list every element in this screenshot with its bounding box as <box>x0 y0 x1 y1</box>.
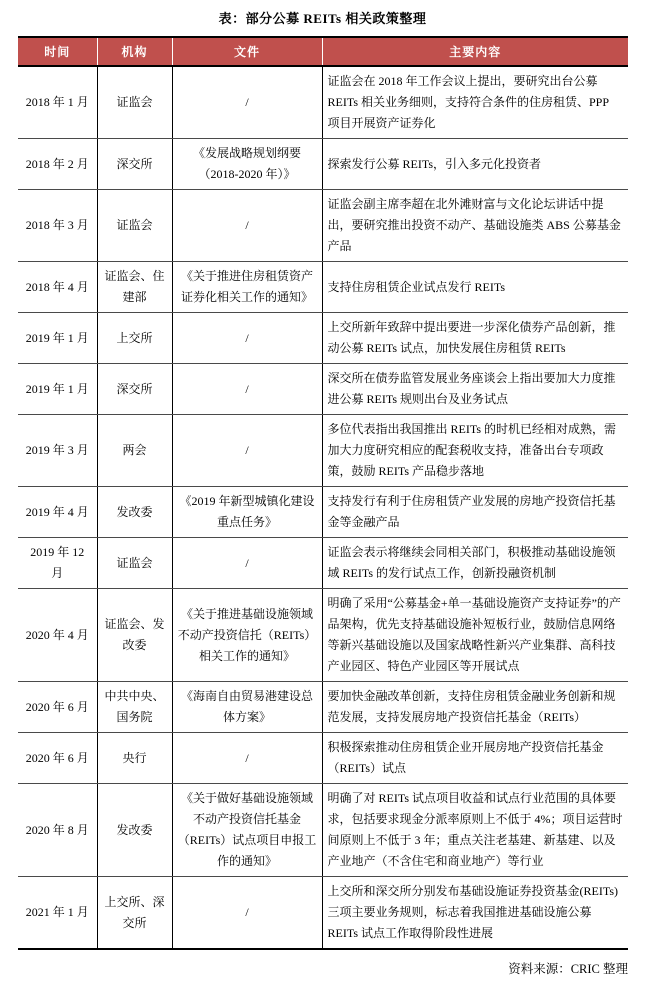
table-row <box>18 139 628 190</box>
cell-content: 上交所和深交所分别发布基础设施证券投资基金(REITs)三项主要业务规则，标志着我国推进基础设施公募 REITs 试点工作取得阶段性进展 <box>322 877 628 950</box>
cell-doc: 《2019 年新型城镇化建设重点任务》 <box>172 487 322 538</box>
cell-doc: 《关于做好基础设施领域不动产投资信托基金（REITs）试点项目申报工作的通知》 <box>172 784 322 877</box>
cell-time: 2018 年 1 月 <box>18 66 97 139</box>
header-content: 主要内容 <box>322 37 628 66</box>
cell-content: 支持发行有利于住房租赁产业发展的房地产投资信托基金等金融产品 <box>322 487 628 538</box>
table-row <box>18 415 628 487</box>
cell-doc: 《发展战略规划纲要（2018-2020 年）》 <box>172 139 322 190</box>
cell-doc: / <box>172 364 322 415</box>
cell-time: 2019 年 12 月 <box>18 538 97 589</box>
table-row <box>18 538 628 589</box>
cell-time: 2018 年 2 月 <box>18 139 97 190</box>
cell-time: 2020 年 6 月 <box>18 733 97 784</box>
table-row <box>18 682 628 733</box>
cell-content: 多位代表指出我国推出 REITs 的时机已经相对成熟，需加大力度研究相应的配套税收支持，准备出台专项政策，鼓励 REITs 产品稳步落地 <box>322 415 628 487</box>
data-source-note: 资料来源：CRIC 整理 <box>508 962 628 976</box>
table-row <box>18 784 628 877</box>
cell-doc: / <box>172 313 322 364</box>
table-title: 表：部分公募 REITs 相关政策整理 <box>218 11 427 26</box>
cell-content: 要加快金融改革创新，支持住房租赁金融业务创新和规范发展，支持发展房地产投资信托基金（REITs） <box>322 682 628 733</box>
table-row <box>18 877 628 950</box>
cell-content: 证监会副主席李超在北外滩财富与文化论坛讲话中提出，要研究推出投资不动产、基础设施类 ABS 公募基金产品 <box>322 190 628 262</box>
cell-time: 2021 年 1 月 <box>18 877 97 950</box>
cell-content: 深交所在债券监管发展业务座谈会上指出要加大力度推进公募 REITs 规则出台及业务试点 <box>322 364 628 415</box>
cell-time: 2018 年 3 月 <box>18 190 97 262</box>
header-doc: 文件 <box>172 37 322 66</box>
cell-doc: 《关于推进基础设施领域不动产投资信托（REITs）相关工作的通知》 <box>172 589 322 682</box>
table-row <box>18 733 628 784</box>
cell-doc: / <box>172 66 322 139</box>
cell-content: 积极探索推动住房租赁企业开展房地产投资信托基金（REITs）试点 <box>322 733 628 784</box>
cell-org: 证监会、住建部 <box>97 262 172 313</box>
cell-content: 证监会在 2018 年工作会议上提出，要研究出台公募 REITs 相关业务细则，支持符合条件的住房租赁、PPP 项目开展资产证券化 <box>322 66 628 139</box>
cell-org: 深交所 <box>97 364 172 415</box>
table-row <box>18 487 628 538</box>
policy-table-header <box>18 37 628 66</box>
cell-content: 明确了对 REITs 试点项目收益和试点行业范围的具体要求，包括要求现金分派率原则上不低于 4%；项目运营时间原则上不低于 3 年；重点关注老基建、新基建、以及产业地产（不含住宅和商业地产）等行业 <box>322 784 628 877</box>
cell-org: 上交所 <box>97 313 172 364</box>
cell-org: 证监会 <box>97 66 172 139</box>
cell-time: 2019 年 3 月 <box>18 415 97 487</box>
table-row <box>18 589 628 682</box>
header-time: 时间 <box>18 37 97 66</box>
cell-doc: / <box>172 415 322 487</box>
cell-org: 发改委 <box>97 487 172 538</box>
table-row <box>18 364 628 415</box>
cell-org: 央行 <box>97 733 172 784</box>
cell-org: 证监会 <box>97 538 172 589</box>
cell-org: 证监会、发改委 <box>97 589 172 682</box>
policy-table-body <box>18 66 628 949</box>
cell-org: 发改委 <box>97 784 172 877</box>
cell-org: 中共中央、国务院 <box>97 682 172 733</box>
cell-time: 2020 年 6 月 <box>18 682 97 733</box>
header-row <box>18 37 628 66</box>
cell-content: 探索发行公募 REITs，引入多元化投资者 <box>322 139 628 190</box>
cell-doc: / <box>172 538 322 589</box>
cell-doc: / <box>172 733 322 784</box>
cell-content: 明确了采用“公募基金+单一基础设施资产支持证券”的产品架构，优先支持基础设施补短板行业，鼓励信息网络等新兴基础设施以及国家战略性新兴产业集群、高科技产业园区、特色产业园区等开展试点 <box>322 589 628 682</box>
cell-doc: 《海南自由贸易港建设总体方案》 <box>172 682 322 733</box>
cell-time: 2020 年 8 月 <box>18 784 97 877</box>
cell-time: 2019 年 4 月 <box>18 487 97 538</box>
cell-org: 深交所 <box>97 139 172 190</box>
cell-doc: 《关于推进住房租赁资产证券化相关工作的通知》 <box>172 262 322 313</box>
cell-doc: / <box>172 877 322 950</box>
policy-table <box>18 36 628 950</box>
cell-doc: / <box>172 190 322 262</box>
cell-content: 支持住房租赁企业试点发行 REITs <box>322 262 628 313</box>
cell-content: 证监会表示将继续会同相关部门，积极推动基础设施领域 REITs 的发行试点工作，创新投融资机制 <box>322 538 628 589</box>
table-row <box>18 313 628 364</box>
header-org: 机构 <box>97 37 172 66</box>
cell-time: 2019 年 1 月 <box>18 313 97 364</box>
table-row <box>18 190 628 262</box>
cell-org: 证监会 <box>97 190 172 262</box>
cell-org: 上交所、深交所 <box>97 877 172 950</box>
table-row <box>18 66 628 139</box>
cell-time: 2019 年 1 月 <box>18 364 97 415</box>
cell-content: 上交所新年致辞中提出要进一步深化债券产品创新，推动公募 REITs 试点，加快发展住房租赁 REITs <box>322 313 628 364</box>
cell-org: 两会 <box>97 415 172 487</box>
cell-time: 2020 年 4 月 <box>18 589 97 682</box>
cell-time: 2018 年 4 月 <box>18 262 97 313</box>
table-row <box>18 262 628 313</box>
